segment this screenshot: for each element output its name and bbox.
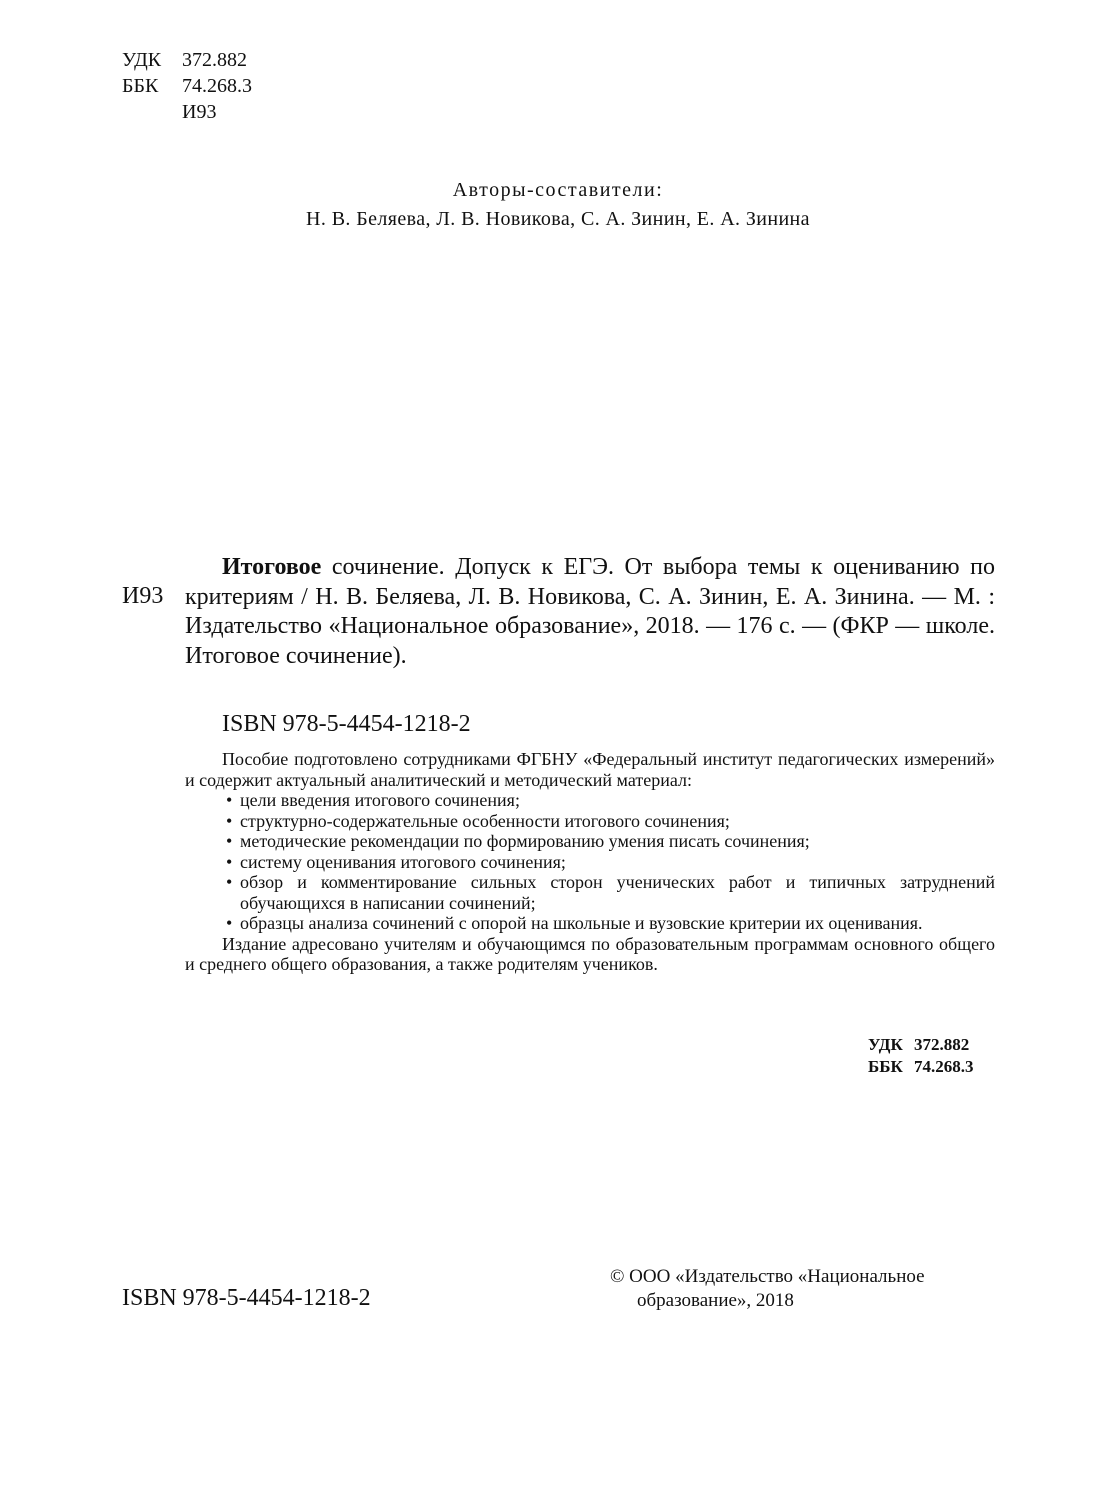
bbk-value: 74.268.3: [182, 75, 252, 97]
udk-line-top: [122, 48, 247, 72]
bibliography-code: И93: [122, 583, 164, 609]
bbk-label-right: ББК: [868, 1057, 903, 1076]
bbk-line-right: [868, 1056, 974, 1077]
bbk-line-top: [122, 74, 252, 98]
bbk-value-right: 74.268.3: [914, 1057, 974, 1076]
list-item: • структурно-содержательные особенности итогового сочинения;: [226, 810, 730, 831]
bullet-icon: •: [226, 810, 233, 831]
list-item: • систему оценивания итогового сочинения;: [226, 851, 566, 872]
bibliography-title-bold: Итоговое: [222, 554, 322, 580]
author-sign-top: И93: [182, 101, 217, 123]
bullet-icon: •: [226, 831, 233, 851]
annotation-list: [185, 790, 995, 934]
list-item: • методические рекомендации по формированию умения писать сочинения;: [226, 831, 810, 851]
authors-heading: Авторы-составители:: [452, 179, 664, 201]
bullet-icon: •: [226, 872, 233, 892]
list-item: • образцы анализа сочинений с опорой на школьные и вузовские критерии их оценивания.: [226, 913, 923, 933]
bibliography-text: сочинение. Допуск к ЕГЭ. От выбора темы к оцениванию по критериям / Н. В. Беляева, Л. В. Новикова, С. А. Зинин, Е. А. Зинина. — М. : Издательство «Национальное образование», 2018. — 176 с. — (ФКР — школе. Итоговое сочинение).: [185, 554, 995, 669]
copyright: [610, 1265, 1010, 1313]
bullet-icon: •: [226, 851, 233, 872]
list-item: • цели введения итогового сочинения;: [226, 790, 520, 810]
copyright-line-2: образование», 2018: [637, 1290, 794, 1311]
bbk-label: ББК: [122, 75, 159, 97]
isbn-main: ISBN 978-5-4454-1218-2: [222, 711, 471, 737]
udk-value-right: 372.882: [914, 1035, 970, 1054]
list-item: • обзор и комментирование сильных сторон ученических работ и типичных затруднений обучающихся в написании сочинений;: [226, 872, 995, 913]
udk-line-right: [868, 1034, 969, 1055]
bibliography-entry: [185, 553, 995, 671]
udk-label-right: УДК: [868, 1035, 903, 1054]
annotation-intro: Пособие подготовлено сотрудниками ФГБНУ «Федеральный институт педагогических измерений» и содержит актуальный аналитический и методический материал:: [185, 749, 995, 790]
bullet-icon: •: [226, 790, 233, 810]
copyright-line-1: © ООО «Издательство «Национальное: [610, 1266, 925, 1287]
bullet-icon: •: [226, 913, 233, 933]
annotation-audience: Издание адресовано учителям и обучающимся по образовательным программам основного общего и среднего общего образования, а также родителям учеников.: [185, 933, 995, 974]
udk-label: УДК: [122, 49, 162, 71]
isbn-bottom: ISBN 978-5-4454-1218-2: [122, 1285, 371, 1311]
annotation: [185, 749, 995, 975]
udk-value: 372.882: [182, 49, 247, 71]
authors-names: Н. В. Беляева, Л. В. Новикова, С. А. Зинин, Е. А. Зинина: [306, 208, 810, 230]
